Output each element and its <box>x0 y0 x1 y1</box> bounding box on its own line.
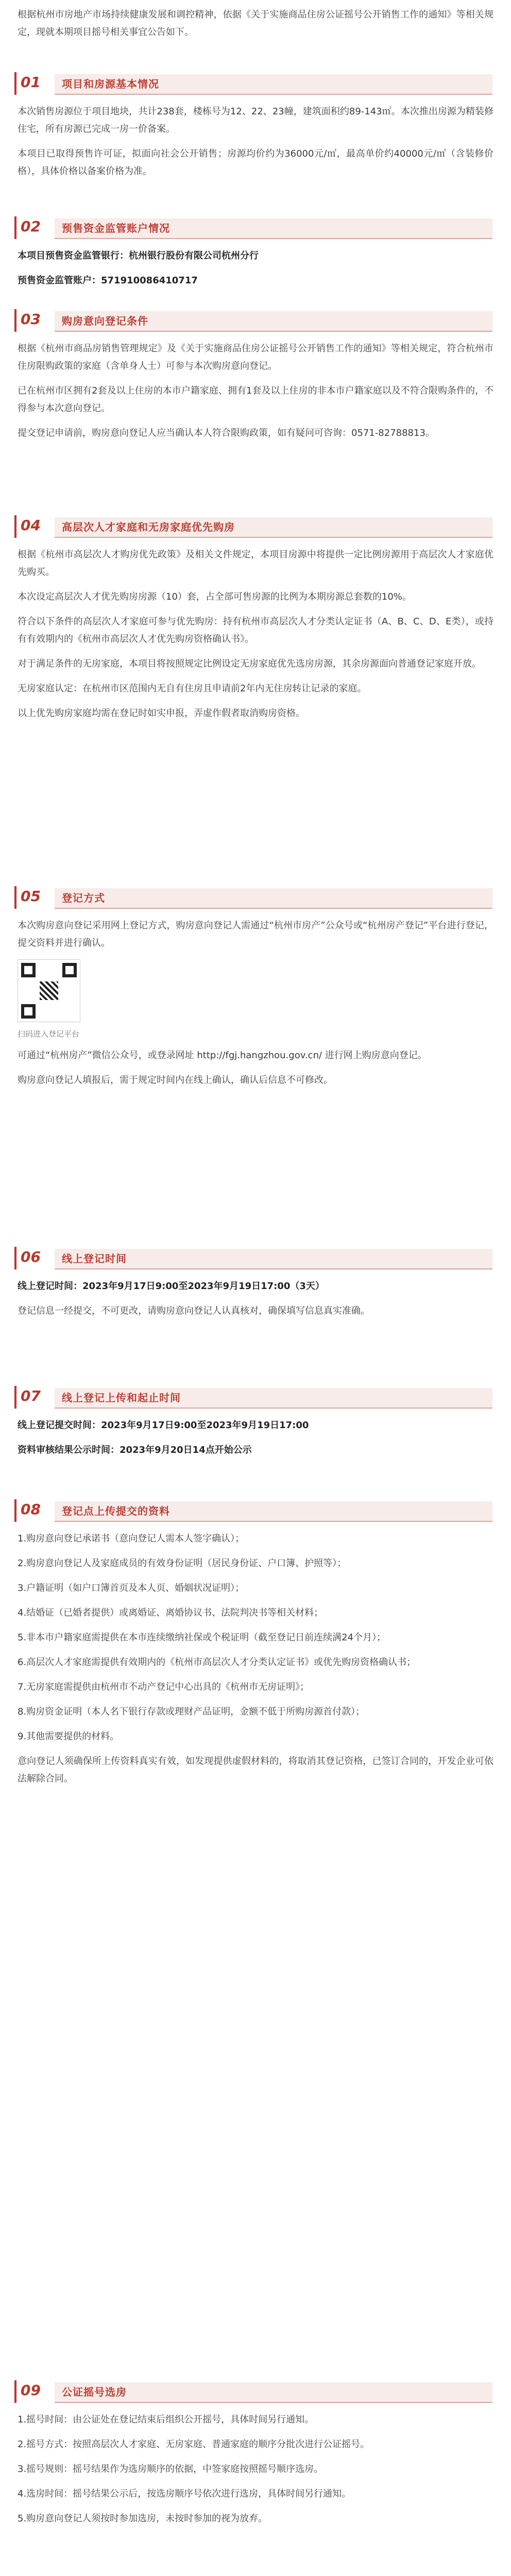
section-title: 预售资金监管账户情况 <box>62 222 170 234</box>
paragraph: 5.购房意向登记人须按时参加选房，未按时参加的视为放弃。 <box>18 2513 268 2524</box>
paragraph: 根据《杭州市高层次人才购房优先政策》及相关文件规定，本项目房源中将提供一定比例房源用于高层次人才家庭优先购买。 <box>18 549 493 578</box>
section-05-header <box>14 886 497 909</box>
paragraph: 线上登记提交时间：2023年9月17日9:00至2023年9月19日17:00 <box>18 1420 309 1431</box>
paragraph: 3.摇号规则：摇号结果作为选房顺序的依据，中签家庭按照摇号顺序选房。 <box>18 2464 323 2475</box>
paragraph: 无房家庭认定：在杭州市区范围内无自有住房且申请前2年内无住房转让记录的家庭。 <box>18 683 367 694</box>
section-number: 06 <box>21 1248 41 1265</box>
section-03-header <box>14 309 497 332</box>
section-title: 登记点上传提交的资料 <box>62 1505 170 1517</box>
section-number: 01 <box>21 74 41 91</box>
list-item: 5.非本市户籍家庭需提供在本市连续缴纳社保或个税证明（截至登记日前连续满24个月）； <box>18 1632 386 1643</box>
section-01-header <box>14 72 497 95</box>
section-title: 项目和房源基本情况 <box>62 78 159 90</box>
section-03-body <box>18 340 493 449</box>
section-09-body <box>18 2411 493 2535</box>
paragraph: 根据《杭州市商品房销售管理规定》及《关于实施商品住房公证摇号公开销售工作的通知》等相关规定，符合杭州市住房限购政策的家庭（含单身人士）可参与本次购房意向登记。 <box>18 343 493 371</box>
section-title: 登记方式 <box>62 892 105 904</box>
section-04-body <box>18 546 493 730</box>
paragraph: 以上优先购房家庭均需在登记时如实申报，弄虚作假者取消购房资格。 <box>18 708 305 719</box>
section-02-header <box>14 216 497 239</box>
section-number: 02 <box>21 218 41 235</box>
paragraph: 符合以下条件的高层次人才家庭可参与优先购房：持有杭州市高层次人才分类认定证书（A、B、C、D、E类），或持有有效期内的《杭州市高层次人才优先购房资格确认书》。 <box>18 616 493 645</box>
section-05-body <box>18 917 493 1096</box>
section-title: 公证摇号选房 <box>62 2386 127 2398</box>
paragraph: 资料审核结果公示时间：2023年9月20日14点开始公示 <box>18 1445 252 1455</box>
paragraph: 4.选房时间：摇号结果公示后，按选房顺序号依次进行选房，具体时间另行通知。 <box>18 2488 351 2499</box>
list-item: 8.购房资金证明（本人名下银行存款或理财产品证明，金额不低于所购房源首付款）； <box>18 1706 365 1717</box>
paragraph: 购房意向登记人填报后，需于规定时间内在线上确认，确认后信息不可修改。 <box>18 1075 333 1086</box>
section-01-body <box>18 103 493 188</box>
section-02-body <box>18 247 493 297</box>
list-item: 2.购房意向登记人及家庭成员的有效身份证明（居民身份证、户口簿、护照等）； <box>18 1558 347 1569</box>
list-item: 3.户籍证明（如户口簿首页及本人页、婚姻状况证明）； <box>18 1583 245 1594</box>
section-04-header <box>14 515 497 538</box>
paragraph: 提交登记申请前，购房意向登记人应当确认本人符合限购政策，如有疑问可咨询：0571-82788813。 <box>18 428 435 438</box>
qr-caption: 扫码进入登记平台 <box>18 1029 80 1039</box>
list-item: 7.无房家庭需提供由杭州市不动产登记中心出具的《杭州市无房证明》； <box>18 1682 310 1692</box>
section-number: 04 <box>21 517 41 534</box>
section-06-header <box>14 1247 497 1269</box>
section-number: 05 <box>21 888 41 905</box>
list-item: 6.高层次人才家庭需提供有效期内的《杭州市高层次人才分类认定证书》或优先购房资格确认书； <box>18 1657 416 1668</box>
intro <box>0 0 511 54</box>
section-number: 09 <box>21 2382 41 2399</box>
section-title: 线上登记时间 <box>62 1252 127 1265</box>
section-number: 03 <box>21 311 41 328</box>
paragraph: 1.摇号时间：由公证处在登记结束后组织公开摇号，具体时间另行通知。 <box>18 2414 314 2425</box>
paragraph: 可通过“杭州房产”微信公众号，或登录网址 http://fgj.hangzhou.gov.cn/ 进行网上购房意向登记。 <box>18 1050 427 1061</box>
paragraph: 对于满足条件的无房家庭，本项目将按照规定比例设定无房家庭优先选房房源，其余房源面向普通登记家庭开放。 <box>18 658 481 669</box>
section-07-header <box>14 1386 497 1409</box>
section-title: 购房意向登记条件 <box>62 315 148 327</box>
section-09-header <box>14 2380 497 2403</box>
section-number: 07 <box>21 1387 41 1404</box>
paragraph: 2.摇号方式：按照高层次人才家庭、无房家庭、普通家庭的顺序分批次进行公证摇号。 <box>18 2439 370 2450</box>
section-06-body <box>18 1278 493 1327</box>
paragraph: 预售资金监管账户：571910086410717 <box>18 275 198 286</box>
paragraph: 已在杭州市区拥有2套及以上住房的本市户籍家庭、拥有1套及以上住房的非本市户籍家庭以及不符合限购条件的，不得参与本次意向登记。 <box>18 385 493 414</box>
paragraph: 线上登记时间：2023年9月17日9:00至2023年9月19日17:00（3天） <box>18 1281 325 1292</box>
list-item: 9.其他需要提供的材料。 <box>18 1731 120 1742</box>
section-08-body <box>18 1530 493 1795</box>
section-08-header <box>14 1499 497 1522</box>
paragraph: 本次销售房源位于项目地块，共计238套，楼栋号为12、22、23幢，建筑面积约89-143㎡。本次推出房源为精装修住宅，所有房源已完成一房一价备案。 <box>18 106 493 134</box>
list-item: 1.购房意向登记承诺书（意向登记人需本人签字确认）； <box>18 1533 245 1544</box>
paragraph: 本项目预售资金监管银行：杭州银行股份有限公司杭州分行 <box>18 250 259 261</box>
section-title: 高层次人才家庭和无房家庭优先购房 <box>62 521 235 533</box>
list-item: 4.结婚证（已婚者提供）或离婚证、离婚协议书、法院判决书等相关材料； <box>18 1607 323 1618</box>
section-title: 线上登记上传和起止时间 <box>62 1392 181 1404</box>
qr-code-image <box>18 959 80 1022</box>
paragraph: 本项目已取得预售许可证，拟面向社会公开销售；房源均价约为36000元/㎡，最高单价约40000元/㎡（含装修价格），具体价格以备案价格为准。 <box>18 148 493 177</box>
intro-text: 根据杭州市房地产市场持续健康发展和调控精神，依据《关于实施商品住房公证摇号公开销售工作的通知》等相关规定，现就本期项目摇号相关事宜公告如下。 <box>18 9 493 38</box>
paragraph: 意向登记人须确保所上传资料真实有效，如发现提供虚假材料的，将取消其登记资格，已签订合同的，开发企业可依法解除合同。 <box>18 1756 493 1784</box>
section-07-body <box>18 1417 493 1466</box>
paragraph: 本次购房意向登记采用网上登记方式，购房意向登记人需通过“杭州市房产”公众号或“杭州房产登记”平台进行登记，提交资料并进行确认。 <box>18 920 493 948</box>
paragraph: 本次设定高层次人才优先购房房源（10）套，占全部可售房源的比例为本期房源总套数的10%。 <box>18 591 412 602</box>
section-number: 08 <box>21 1501 41 1518</box>
paragraph: 登记信息一经提交，不可更改，请购房意向登记人认真核对，确保填写信息真实准确。 <box>18 1306 370 1316</box>
